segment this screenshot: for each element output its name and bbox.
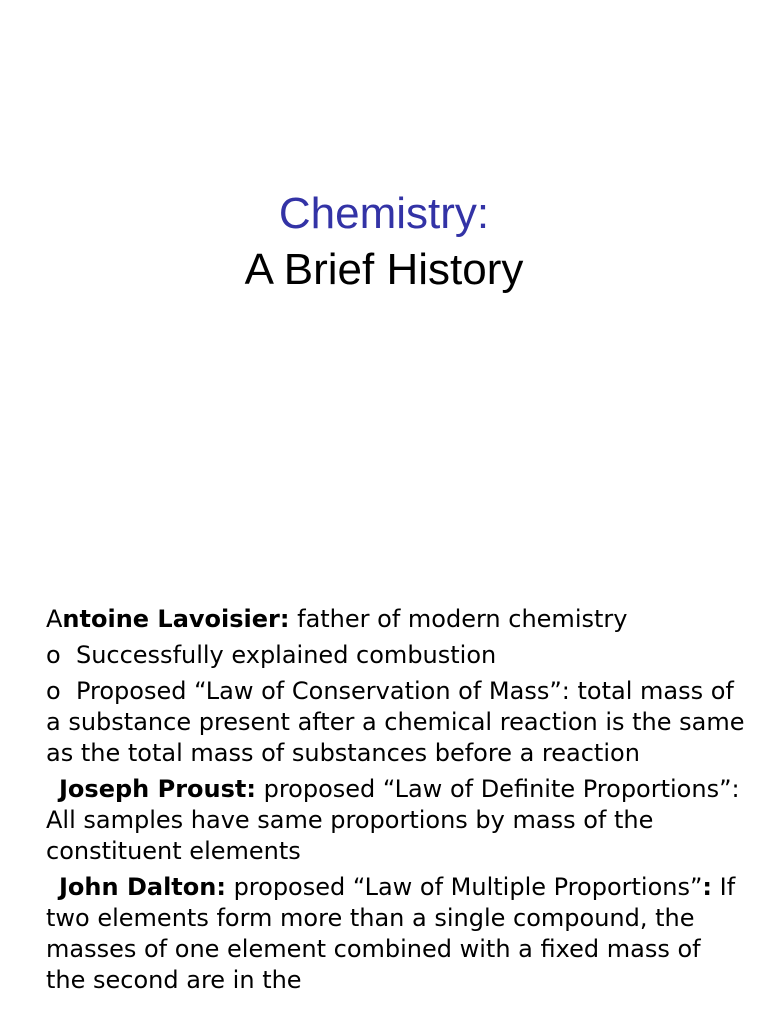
title-subheading: A Brief History — [244, 245, 524, 294]
bullet-conservation-of-mass — [46, 676, 746, 769]
title-slide — [0, 186, 768, 298]
proust-paragraph — [46, 774, 746, 867]
content-slide — [46, 604, 746, 996]
bullet-text: Successfully explained combustion — [75, 641, 497, 669]
lavoisier-name: ntoine Lavoisier: — [62, 605, 290, 633]
lavoisier-description: father of modern chemistry — [289, 605, 628, 633]
dalton-description: If two elements form more than a single compound, the masses of one element combined with a fixed mass of the second are in the — [46, 873, 736, 994]
dalton-law-name: proposed “Law of Multiple Proportions” — [225, 873, 703, 901]
dalton-colon: : — [702, 873, 713, 901]
dalton-paragraph — [46, 872, 746, 996]
proust-description: proposed “Law of Definite Proportions”: All samples have same proportions by mass of the constituent elements — [46, 775, 740, 865]
dalton-name: John Dalton: — [59, 873, 226, 901]
bullet-marker: o — [46, 677, 61, 705]
lavoisier-initial: A — [46, 605, 63, 633]
title-heading: Chemistry: — [278, 189, 490, 238]
lavoisier-paragraph — [46, 604, 746, 635]
bullet-text: Proposed “Law of Conservation of Mass”: total mass of a substance present after a chemical reaction is the same as the total mass of substances before a reaction — [46, 677, 745, 767]
proust-name: Joseph Proust: — [59, 775, 256, 803]
bullet-combustion — [46, 640, 746, 671]
bullet-marker: o — [46, 641, 61, 669]
